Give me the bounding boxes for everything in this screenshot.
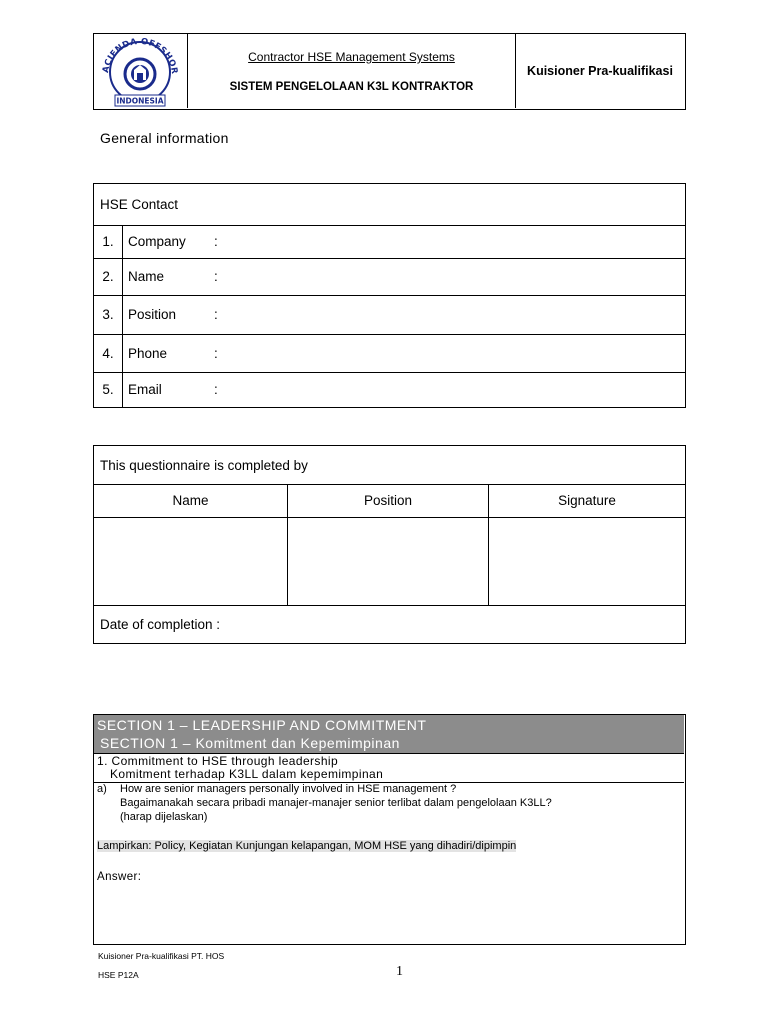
field-label-name: Name xyxy=(128,269,165,284)
header-title-id: SISTEM PENGELOLAAN K3L KONTRAKTOR xyxy=(229,81,474,93)
question-label: a) xyxy=(97,783,107,795)
contact-row-email[interactable] xyxy=(94,372,685,407)
hse-contact-title-row xyxy=(94,184,685,226)
row-number: 3. xyxy=(94,295,123,334)
subheading-id: Komitment terhadap K3LL dalam kepemimpinan xyxy=(110,767,384,781)
section-1-title-en: SECTION 1 – LEADERSHIP AND COMMITMENT xyxy=(97,717,427,733)
answer-label: Answer: xyxy=(97,871,142,883)
table-divider xyxy=(94,605,685,606)
footer-doc-code: HSE P12A xyxy=(98,970,139,980)
general-information-heading: General information xyxy=(100,130,229,146)
field-label-phone: Phone xyxy=(128,345,168,361)
date-of-completion-label: Date of completion : xyxy=(100,617,221,632)
column-header-signature: Signature xyxy=(558,493,616,508)
field-label-position: Position xyxy=(128,307,177,322)
field-colon: : xyxy=(214,269,218,284)
field-label-company: Company xyxy=(128,234,186,249)
section-1-header xyxy=(94,715,684,754)
header-title-en: Contractor HSE Management Systems xyxy=(248,50,455,64)
contact-row-position[interactable] xyxy=(94,295,685,335)
row-number: 2. xyxy=(94,258,123,295)
contact-row-name[interactable] xyxy=(94,258,685,296)
section-1-title-id: SECTION 1 – Komitment dan Kepemimpinan xyxy=(100,735,400,751)
question-id: Bagaimanakah secara pribadi manajer-manajer senior terlibat dalam pengelolaan K3LL? xyxy=(120,797,552,809)
section-1-block xyxy=(93,714,686,945)
column-header-name: Name xyxy=(172,493,209,508)
completed-by-table xyxy=(93,445,686,644)
footer-doc-name: Kuisioner Pra-kualifikasi PT. HOS xyxy=(98,951,225,961)
subheading-en: 1. Commitment to HSE through leadership xyxy=(97,754,339,768)
company-logo xyxy=(94,34,186,108)
position-entry-cell[interactable] xyxy=(288,518,488,605)
contact-row-phone[interactable] xyxy=(94,334,685,373)
logo-arc-text: ACIENDA OFFSHOR xyxy=(101,36,180,75)
section-1-subheading xyxy=(94,753,684,783)
field-colon: : xyxy=(214,234,218,249)
header-title-cell xyxy=(188,34,516,108)
field-colon: : xyxy=(214,345,218,361)
answer-entry-area[interactable] xyxy=(94,893,684,943)
document-header xyxy=(93,33,686,110)
column-header-position: Position xyxy=(363,493,413,508)
attachments-note: Lampirkan: Policy, Kegiatan Kunjungan kelapangan, MOM HSE yang dihadiri/dipimpin xyxy=(97,840,517,852)
completed-by-title: This questionnaire is completed by xyxy=(100,458,308,473)
hse-contact-table xyxy=(93,183,686,408)
row-number: 1. xyxy=(94,225,123,258)
field-colon: : xyxy=(214,382,218,397)
header-doc-type: Kuisioner Pra-kualifikasi xyxy=(527,64,673,78)
row-number: 4. xyxy=(94,334,123,372)
name-entry-cell[interactable] xyxy=(94,518,287,605)
field-colon: : xyxy=(214,307,218,322)
signature-entry-cell[interactable] xyxy=(489,518,685,605)
question-en: How are senior managers personally involved in HSE management ? xyxy=(120,783,457,795)
row-number: 5. xyxy=(94,372,123,407)
page-number: 1 xyxy=(396,964,403,979)
hse-contact-title: HSE Contact xyxy=(100,197,179,212)
company-logo-cell xyxy=(94,34,188,108)
question-note: (harap dijelaskan) xyxy=(120,811,208,823)
contact-row-company[interactable] xyxy=(94,225,685,259)
logo-bottom-text: INDONESIA xyxy=(116,96,164,106)
field-label-email: Email xyxy=(128,382,162,397)
